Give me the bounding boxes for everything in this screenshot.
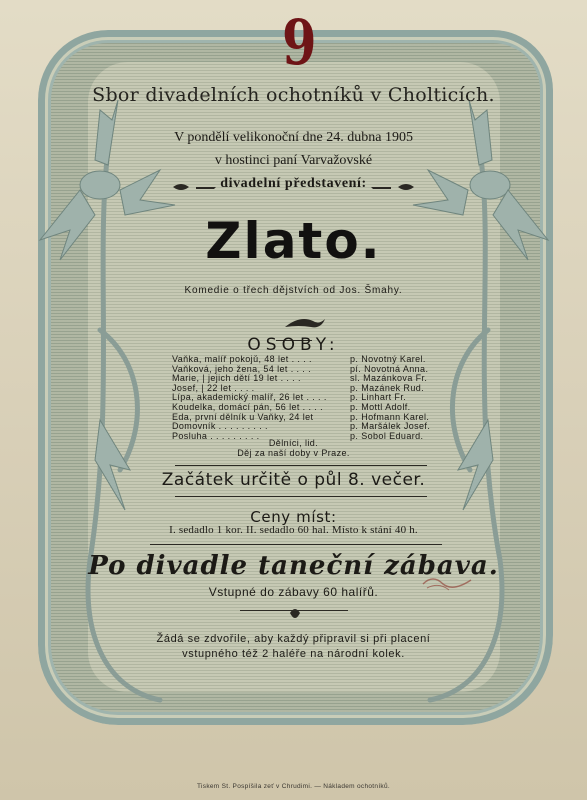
- cast-role: Vaňka, malíř pokojů, 48 let . . . .: [172, 355, 312, 364]
- cast-role: Marie, | jejich dětí 19 let . . . .: [172, 374, 301, 384]
- venue-line: v hostinci paní Varvažovské: [214, 153, 373, 168]
- extras-line: Dělníci, lid.: [268, 438, 319, 448]
- divider-top: [175, 465, 427, 466]
- start-time: Začátek určitě o půl 8. večer.: [161, 470, 426, 490]
- society-name: Sbor divadelních ochotníků v Cholticích.: [92, 84, 495, 106]
- cast-actor: p. Mottl Adolf.: [350, 401, 411, 412]
- printer-imprint: Tiskem St. Pospíšila zeť v Chrudimi. — Nákladem ochotníků.: [197, 783, 390, 790]
- poster-number: 9: [282, 6, 317, 79]
- date-line: V pondělí velikonoční dne 24. dubna 1905: [174, 130, 413, 145]
- cast-actor: p. Maršálek Josef.: [350, 421, 431, 432]
- prices-heading: Ceny míst:: [250, 508, 337, 526]
- cast-role: Lípa, akademický malíř, 26 let . . . .: [172, 393, 327, 403]
- request-line-2: vstupného též 2 haléře na národní kolek.: [182, 648, 405, 660]
- cast-heading: OSOBY:: [247, 335, 340, 355]
- cast-role: Domovník . . . . . . . . .: [172, 422, 268, 432]
- cast-actor: sl. Mazánkova Fr.: [350, 373, 428, 384]
- divider-prices: [150, 544, 442, 545]
- cast-actor: p. Linhart Fr.: [350, 392, 407, 403]
- prices-line: I. sedadlo 1 kor. II. sedadlo 60 hal. Místo k stání 40 h.: [169, 524, 418, 536]
- cast-actor: p. Sobol Eduard.: [350, 430, 424, 441]
- play-subtitle: Komedie o třech dějstvích od Jos. Šmahy.: [184, 285, 403, 296]
- cast-actor: p. Hofmann Karel.: [350, 411, 430, 422]
- cast-actor: p. Mazánek Rud.: [350, 382, 425, 393]
- setting-line: Děj za naší doby v Praze.: [237, 448, 350, 458]
- cast-actor: p. Novotný Karel.: [350, 354, 426, 364]
- cast-actor: pí. Novotná Anna.: [350, 363, 429, 374]
- entry-fee: Vstupné do zábavy 60 halířů.: [208, 585, 379, 599]
- cast-list: [172, 355, 432, 441]
- cast-role: Vaňková, jeho žena, 54 let . . . .: [172, 364, 312, 374]
- divider-bottom: [175, 496, 427, 497]
- play-title: Zlato.: [205, 212, 382, 270]
- divider-ornament: [240, 610, 348, 611]
- cast-role: Posluha . . . . . . . . .: [172, 431, 260, 441]
- after-show-dance: Po divadle taneční zábava.: [88, 551, 499, 581]
- performance-line: divadelní představení:: [220, 176, 367, 191]
- request-line-1: Žádá se zdvořile, aby každý připravil si při placení: [156, 633, 431, 645]
- cast-role: Josef, | 22 let . . . .: [172, 383, 255, 393]
- cast-role: Koudelka, domácí pán, 56 let . . . .: [172, 402, 323, 412]
- cast-role: Eda, první dělník u Vaňky, 24 let: [172, 412, 314, 422]
